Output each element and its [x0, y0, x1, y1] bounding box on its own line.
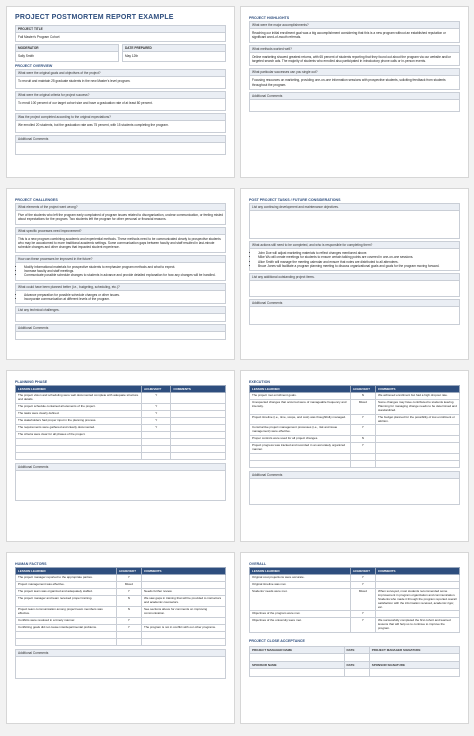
lesson-cell: Project timeline (i.e., time, scope, and cost) was thoughtfully managed. [250, 414, 351, 425]
column-header: COMMENTS [141, 568, 225, 575]
lesson-cell: The project team was organized and adequately staffed. [16, 589, 117, 596]
comment-cell[interactable] [171, 445, 226, 452]
table-row [250, 461, 460, 468]
question: How can these processes be improved in the future? [15, 255, 226, 263]
lesson-cell: Conflicts were resolved in a timely manner. [16, 617, 117, 624]
achieved-cell[interactable]: N [116, 606, 141, 617]
section-heading: PROJECT CHALLENGES [15, 198, 58, 202]
sig-header: PROJECT MANAGER NAME [250, 647, 345, 654]
lesson-cell: The tasks were clearly defined. [16, 410, 142, 417]
achieved-cell[interactable]: Y [350, 425, 375, 436]
lesson-cell: Conflicting goals did not cause interdepartmental problems. [16, 624, 117, 631]
lessons-table [15, 385, 226, 460]
page-6 [240, 370, 469, 542]
lesson-cell [16, 438, 142, 445]
comment-cell[interactable] [375, 461, 459, 468]
comment-cell[interactable] [141, 617, 225, 624]
achieved-cell[interactable]: N [116, 596, 141, 607]
lesson-cell: The requirements were gathered and clearly documented. [16, 424, 142, 431]
list-item: • Increase faculty and staff meetings. [24, 269, 223, 273]
table-row [16, 403, 226, 410]
doc-title: PROJECT POSTMORTEM REPORT EXAMPLE [15, 14, 174, 21]
comment-cell[interactable] [375, 582, 459, 589]
lesson-cell: Original timeline was met. [250, 582, 351, 589]
list-item: • Mike Wu will create meetings for students to ensure certain talking points are covered in one-on-one sessions. [258, 255, 457, 259]
lesson-cell: The project schedule contained all elements of the project. [16, 403, 142, 410]
table-row [16, 624, 226, 631]
answer[interactable] [249, 281, 460, 297]
question: What particular successes can you single out? [249, 68, 460, 76]
table-row [250, 436, 460, 443]
lessons-table [249, 567, 460, 633]
date-label: DATE PREPARED [122, 44, 226, 52]
comment-cell[interactable]: When surveyed, most students recommended some improvement in program organization and communication. Students who made it through the program reported overall satisfaction with the information received, academic rigor, etc. [375, 589, 459, 611]
lesson-cell: The criteria were clear for all phases of the project. [16, 431, 142, 438]
achieved-cell[interactable]: N [350, 393, 375, 400]
comments-field[interactable] [249, 479, 460, 505]
sponsor-name-field[interactable] [250, 669, 345, 677]
lesson-cell: Project team communication among project team members was effective. [16, 606, 117, 617]
lesson-cell: Objectives of the program were met. [250, 611, 351, 618]
page-1 [6, 6, 235, 178]
table-row [16, 606, 226, 617]
lesson-cell: The project manager reported to the appropriate parties. [16, 575, 117, 582]
table-row [16, 445, 226, 452]
achieved-cell[interactable]: Y [350, 575, 375, 582]
question: What actions still need to be completed, and who is responsible for completing them? [249, 241, 460, 249]
lesson-cell [250, 461, 351, 468]
table-row [250, 425, 460, 436]
question: What could have been planned better (i.e., budgeting, scheduling, etc.)? [15, 283, 226, 291]
lesson-cell: Project progress was tracked and recorded in an accurately organized manner. [250, 443, 351, 454]
lesson-cell: The project manager and team received proper training. [16, 596, 117, 607]
achieved-cell[interactable]: Mixed [350, 400, 375, 415]
comment-cell[interactable] [141, 638, 225, 645]
table-row [16, 417, 226, 424]
comment-cell[interactable] [171, 403, 226, 410]
sponsor-signature-field[interactable] [369, 669, 459, 677]
answer[interactable] [15, 314, 226, 322]
comment-cell[interactable]: See sections above for comments on improving communication. [141, 606, 225, 617]
comments-label: Additional Comments [15, 463, 226, 471]
comment-cell[interactable] [171, 438, 226, 445]
comment-cell[interactable] [171, 431, 226, 438]
achieved-cell[interactable]: Mixed [116, 582, 141, 589]
lesson-cell: Unexpected changes that occurred were of manageable frequency and intensity. [250, 400, 351, 415]
achieved-cell[interactable]: Y [350, 611, 375, 618]
table-row [16, 438, 226, 445]
project-title-label: PROJECT TITLE [15, 25, 226, 33]
answer[interactable]: To enroll 100 percent of our target cohort size and have a graduation rate of at least 80 percent. [15, 99, 226, 111]
column-header: ACHIEVED? [350, 568, 375, 575]
table-row [250, 611, 460, 618]
section-heading: HUMAN FACTORS [15, 562, 47, 566]
table-row [250, 575, 460, 582]
answer[interactable] [249, 211, 460, 239]
column-header: ACHIEVED? [142, 386, 171, 393]
lesson-cell: The stakeholders had proper input in the planning process. [16, 417, 142, 424]
column-header: LESSON LEARNED [250, 568, 351, 575]
sponsor-date-field[interactable] [344, 669, 369, 677]
column-header: LESSON LEARNED [250, 386, 351, 393]
achieved-cell[interactable] [116, 638, 141, 645]
achieved-cell[interactable]: Y [142, 417, 171, 424]
sig-header: DATE [344, 647, 369, 654]
section-heading: OVERALL [249, 562, 267, 566]
lesson-cell [16, 452, 142, 459]
list-item: • Modify informational materials for prospective students to emphasize program methods and what to expect. [24, 265, 223, 269]
question: List any technical challenges. [15, 306, 226, 314]
comment-cell[interactable] [375, 611, 459, 618]
answer-list[interactable] [15, 291, 226, 305]
comment-cell[interactable] [171, 424, 226, 431]
comment-cell[interactable] [171, 393, 226, 404]
lessons-table [249, 385, 460, 468]
comments-field[interactable] [15, 332, 226, 340]
page-3 [6, 188, 235, 360]
table-row [250, 618, 460, 633]
comment-cell[interactable] [141, 582, 225, 589]
answer[interactable]: We enrolled 20 students, but the graduation rate was 75 percent, with 15 students completing the program. [15, 121, 226, 133]
achieved-cell[interactable]: N [350, 436, 375, 443]
comments-label: Additional Comments [249, 92, 460, 100]
table-row [16, 424, 226, 431]
question: List any continuing development and maintenance objectives. [249, 203, 460, 211]
question: What were the original goals and objectives of the project? [15, 69, 226, 77]
column-header: ACHIEVED? [116, 568, 141, 575]
date-value[interactable]: May 12th [122, 52, 226, 61]
achieved-cell[interactable]: Y [116, 589, 141, 596]
table-row [16, 431, 226, 438]
achieved-cell[interactable]: Y [350, 443, 375, 454]
question: Was the project completed according to the original expectations? [15, 113, 226, 121]
comment-cell[interactable] [171, 417, 226, 424]
column-header: LESSON LEARNED [16, 386, 142, 393]
achieved-cell[interactable] [350, 454, 375, 461]
question: What specific processes need improvement? [15, 227, 226, 235]
table-row [16, 631, 226, 638]
achieved-cell[interactable] [142, 445, 171, 452]
table-row [16, 410, 226, 417]
comment-cell[interactable] [141, 575, 225, 582]
answer[interactable]: This is a new program combining academic and experiential methods. These methods need to be communicated clearly to prospective students who may be accustomed to more traditional academic settings. Some communication gaps between faculty and staff resulted in last-minute schedule changes and other changes that impacted student experience. [15, 235, 226, 253]
column-header: LESSON LEARNED [16, 568, 117, 575]
comments-label: Additional Comments [249, 471, 460, 479]
comment-cell[interactable]: We achieved enrollment but had a high dropout rate. [375, 393, 459, 400]
column-header: COMMENTS [171, 386, 226, 393]
section-heading: POST PROJECT TASKS / FUTURE CONSIDERATIONS [249, 198, 341, 202]
lesson-cell: Original cost projections were accurate. [250, 575, 351, 582]
project-title-value[interactable]: Fall Master's Program Cohort [15, 33, 226, 42]
sig-header: PROJECT MANAGER SIGNATURE [369, 647, 459, 654]
achieved-cell[interactable]: Y [142, 403, 171, 410]
column-header: COMMENTS [375, 568, 459, 575]
table-row [16, 582, 226, 589]
list-item: • Alice Smith will manage the meeting calendar and ensure that notes are distributed to all attendees. [258, 260, 457, 264]
comments-label: Additional Comments [249, 299, 460, 307]
comment-cell[interactable] [375, 425, 459, 436]
comment-cell[interactable] [171, 452, 226, 459]
achieved-cell[interactable] [350, 461, 375, 468]
comment-cell[interactable]: We successfully completed the first cohort and learned lessons that will help us to continue to improve the program. [375, 618, 459, 633]
comment-cell[interactable] [141, 631, 225, 638]
comments-label: Additional Comments [15, 324, 226, 332]
lesson-cell: Proper controls were used for all project changes. [250, 436, 351, 443]
sig-header: SPONSOR NAME [250, 662, 345, 669]
question: What were the original criteria for project success? [15, 91, 226, 99]
achieved-cell[interactable]: Y [350, 582, 375, 589]
page-8 [240, 552, 469, 724]
list-item: • John Doe will adjust marketing materials to reflect changes mentioned above. [258, 251, 457, 255]
table-row [16, 638, 226, 645]
comment-cell[interactable] [171, 410, 226, 417]
column-header: ACHIEVED? [350, 386, 375, 393]
lessons-table [15, 567, 226, 646]
answer[interactable]: Online marketing showed greatest returns, with 65 percent of students reporting that they found out about the program via our website and/or targeted search ads. The majority of students who enrolled also participated in introductory phone calls or in-person events. [249, 53, 460, 67]
lesson-cell [16, 631, 117, 638]
question: What elements of the project went wrong? [15, 203, 226, 211]
lesson-cell: Objectives of the university were met. [250, 618, 351, 633]
answer[interactable]: Focusing resources on marketing, providing one-on-one information sessions with prospective students, soliciting feedback from students throughout the program. [249, 76, 460, 90]
moderator-label: MODERATOR [15, 44, 119, 52]
achieved-cell[interactable]: Y [116, 617, 141, 624]
table-row [16, 452, 226, 459]
table-row [250, 414, 460, 425]
acceptance-heading: PROJECT CLOSE ACCEPTANCE [249, 639, 305, 644]
lesson-cell [16, 445, 142, 452]
comment-cell[interactable]: Needs further review. [141, 589, 225, 596]
achieved-cell[interactable]: Y [142, 424, 171, 431]
comments-field[interactable] [15, 143, 226, 155]
comment-cell[interactable] [375, 436, 459, 443]
list-item: • Communicate possible schedule changes to students in advance and provide detailed explanation for how any changes will be handled. [24, 273, 223, 277]
achieved-cell[interactable]: Mixed [350, 589, 375, 611]
achieved-cell[interactable] [142, 431, 171, 438]
section-heading: PROJECT OVERVIEW [15, 63, 53, 68]
answer-list[interactable] [249, 249, 460, 271]
question: List any additional outstanding project items. [249, 273, 460, 281]
lesson-cell: Project management was effective. [16, 582, 117, 589]
list-item: • Incorporate communication at different levels of the program. [24, 297, 223, 301]
achieved-cell[interactable]: Y [350, 618, 375, 633]
achieved-cell[interactable]: Y [116, 624, 141, 631]
table-row [250, 443, 460, 454]
table-row [250, 393, 460, 400]
comment-cell[interactable]: The program is not in conflict with our other programs. [141, 624, 225, 631]
answer[interactable]: Reaching our initial enrollment goal was a big accomplishment considering that this is a new program without an established reputation or significant word-of-mouth referrals. [249, 29, 460, 43]
list-item: • Bruce Jones will facilitate a program planning meeting to discuss organizational goals and goals for the program moving forward. [258, 264, 457, 268]
lesson-cell [250, 454, 351, 461]
question: What methods worked well? [249, 45, 460, 53]
manager-date-field[interactable] [344, 654, 369, 662]
section-heading: PLANNING PHASE [15, 380, 48, 384]
comment-cell[interactable]: We saw gaps in training that will be provided to instructors and academic counselors. [141, 596, 225, 607]
comment-cell[interactable] [375, 443, 459, 454]
manager-name-field[interactable] [250, 654, 345, 662]
table-row [250, 582, 460, 589]
signature-table [249, 646, 460, 677]
table-row [250, 400, 460, 415]
lesson-cell: Constructive project management processes (i.e., risk and issue management) were effective. [250, 425, 351, 436]
achieved-cell[interactable]: Y [142, 393, 171, 404]
comments-field[interactable] [249, 100, 460, 112]
comment-cell[interactable]: The budget planned for the possibility of low enrollment or attrition. [375, 414, 459, 425]
page-2 [240, 6, 469, 178]
answer-list[interactable] [15, 263, 226, 281]
lesson-cell [16, 638, 117, 645]
table-row [16, 617, 226, 624]
page-7 [6, 552, 235, 724]
achieved-cell[interactable]: Y [116, 575, 141, 582]
page-5 [6, 370, 235, 542]
comments-field[interactable] [15, 657, 226, 679]
lesson-cell: Students' needs were met. [250, 589, 351, 611]
list-item: • Advance preparation for possible schedule changes or other issues. [24, 293, 223, 297]
achieved-cell[interactable]: Y [142, 410, 171, 417]
achieved-cell[interactable] [116, 631, 141, 638]
section-heading: EXECUTION [249, 380, 270, 384]
sig-header: DATE [344, 662, 369, 669]
section-heading: PROJECT HIGHLIGHTS [249, 16, 290, 20]
answer[interactable]: Five of the students who left the program early complained of program issues related to disorganization, unclear communication, or feeling misled about expectations for the program. Two students left the program for other personal or financial reasons. [15, 211, 226, 225]
achieved-cell[interactable] [142, 438, 171, 445]
comments-label: Additional Comments [15, 649, 226, 657]
comment-cell[interactable] [375, 454, 459, 461]
comment-cell[interactable]: Some changes may have contributed to students leaving. Planning for managing change needs to be determined and standardized. [375, 400, 459, 415]
moderator-value[interactable]: Sally Smith [15, 52, 119, 61]
comments-label: Additional Comments [15, 135, 226, 143]
table-row [16, 589, 226, 596]
manager-signature-field[interactable] [369, 654, 459, 662]
sig-header: SPONSOR SIGNATURE [369, 662, 459, 669]
lesson-cell: The project vision and scheduling were well documented complete with adequate structure and details. [16, 393, 142, 404]
table-row [250, 589, 460, 611]
answer[interactable]: To recruit and maintain 25 graduate students in the new Master's level program. [15, 77, 226, 89]
table-row [16, 596, 226, 607]
table-row [250, 454, 460, 461]
lesson-cell: The project met enrollment goals. [250, 393, 351, 400]
achieved-cell[interactable]: Y [350, 414, 375, 425]
question: What were the major accomplishments? [249, 21, 460, 29]
comment-cell[interactable] [375, 575, 459, 582]
table-row [16, 393, 226, 404]
comments-field[interactable] [15, 471, 226, 501]
page-4 [240, 188, 469, 360]
comments-field[interactable] [249, 307, 460, 325]
table-row [16, 575, 226, 582]
column-header: COMMENTS [375, 386, 459, 393]
achieved-cell[interactable] [142, 452, 171, 459]
